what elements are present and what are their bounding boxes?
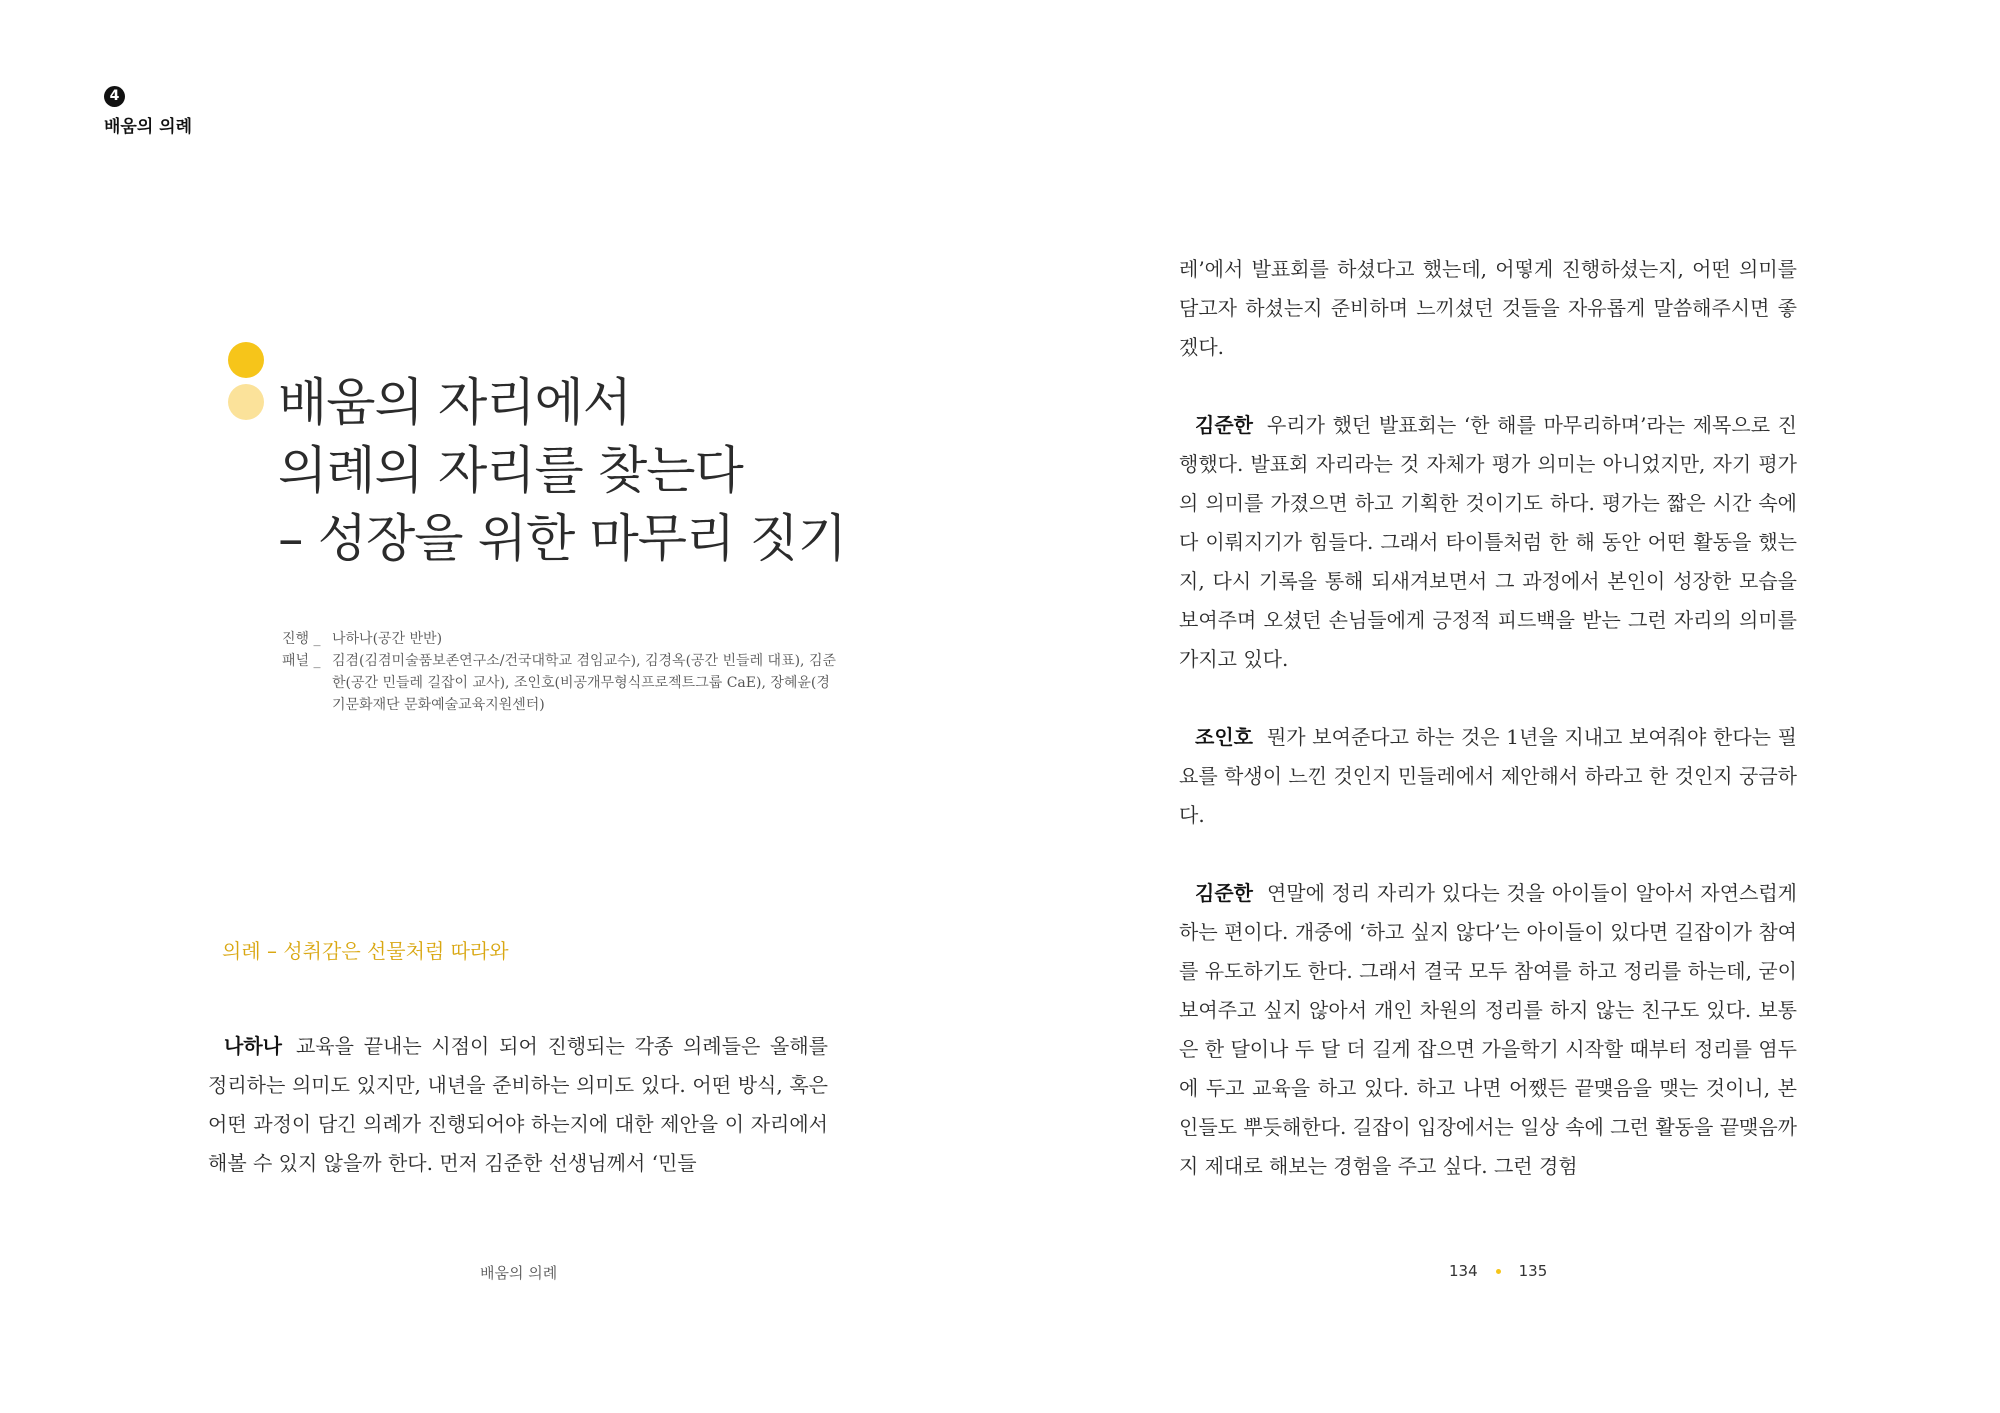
- body-paragraph: [1179, 874, 1797, 1186]
- host-name: 나하나(공간 반반): [332, 631, 443, 647]
- chapter-number-badge: 4: [104, 86, 125, 107]
- speaker-name: 김준한: [1195, 881, 1253, 905]
- running-chapter-title: 배움의 의례: [104, 117, 193, 137]
- panel-names: 김겸(김겸미술품보존연구소/건국대학교 겸임교수), 김경옥(공간 빈들레 대표), 김준한(공간 민들레 길잡이 교사), 조인호(비공개무형식프로젝트그룹 CaE), 장혜윤(경기문화재단 문화예술교육지원센터): [332, 653, 837, 713]
- host-label: 진행 _: [282, 631, 321, 647]
- title-line-1: 배움의 자리에서: [278, 374, 632, 433]
- body-paragraph: [1179, 718, 1797, 835]
- section-heading: 의례 – 성취감은 선물처럼 따라와: [222, 939, 509, 963]
- paragraph-text: 우리가 했던 발표회는 ‘한 해를 마무리하며’라는 제목으로 진행했다. 발표회 자리라는 것 자체가 평가 의미는 아니었지만, 자기 평가의 의미를 가졌으면 하고 기획한 것이기도 하다. 평가는 짧은 시간 속에 다 이뤄지기가 힘들다. 그래서 타이틀처럼 한 해 동안 어떤 활동을 했는지, 다시 기록을 통해 되새겨보면서 그 과정에서 본인이 성장한 모습을 보여주며 오셨던 손님들에게 긍정적 피드백을 받는 그런 자리의 의미를 가지고 있다.: [1179, 413, 1797, 671]
- paragraph-text: 교육을 끝내는 시점이 되어 진행되는 각종 의례들은 올해를 정리하는 의미도 있지만, 내년을 준비하는 의미도 있다. 어떤 방식, 혹은 어떤 과정이 담긴 의례가 진행되어야 하는지에 대한 제안을 이 자리에서 해볼 수 있지 않을까 한다. 먼저 김준한 선생님께서 ‘민들: [208, 1034, 828, 1175]
- page-number-left: 134: [1449, 1262, 1478, 1280]
- speaker-name: 조인호: [1195, 725, 1253, 749]
- accent-dot-light-icon: [228, 384, 264, 420]
- accent-dot-icon: [228, 342, 264, 378]
- body-paragraph: [1179, 250, 1797, 367]
- page-numbers: [1449, 1262, 1547, 1280]
- host-credit: [282, 628, 842, 650]
- article-title: [278, 370, 846, 574]
- speaker-name: 김준한: [1195, 413, 1253, 437]
- page-separator-dot-icon: [1496, 1269, 1501, 1274]
- credits: [282, 628, 842, 716]
- panel-credit: [282, 650, 842, 716]
- body-paragraph: [208, 1027, 828, 1183]
- running-footer-title: 배움의 의례: [480, 1264, 558, 1282]
- speaker-name: 나하나: [224, 1034, 282, 1058]
- paragraph-text: 연말에 정리 자리가 있다는 것을 아이들이 알아서 자연스럽게 하는 편이다. 개중에 ‘하고 싶지 않다’는 아이들이 있다면 길잡이가 참여를 유도하기도 한다. 그래서 결국 모두 참여를 하고 정리를 하는데, 굳이 보여주고 싶지 않아서 개인 차원의 정리를 하지 않는 친구도 있다. 보통은 한 달이나 두 달 더 길게 잡으면 가을학기 시작할 때부터 정리를 염두에 두고 교육을 하고 있다. 하고 나면 어쨌든 끝맺음을 맺는 것이니, 본인들도 뿌듯해한다. 길잡이 입장에서는 일상 속에 그런 활동을 끝맺음까지 제대로 해보는 경험을 주고 싶다. 그런 경험: [1179, 881, 1797, 1178]
- title-line-2: 의례의 자리를 찾는다: [278, 442, 743, 501]
- page-number-right: 135: [1518, 1262, 1548, 1280]
- paragraph-text: 레’에서 발표회를 하셨다고 했는데, 어떻게 진행하셨는지, 어떤 의미를 담고자 하셨는지 준비하며 느끼셨던 것들을 자유롭게 말씀해주시면 좋겠다.: [1179, 257, 1797, 359]
- panel-label: 패널 _: [282, 653, 321, 669]
- paragraph-text: 뭔가 보여준다고 하는 것은 1년을 지내고 보여줘야 한다는 필요를 학생이 느낀 것인지 민들레에서 제안해서 하라고 한 것인지 궁금하다.: [1179, 725, 1797, 827]
- title-line-3: – 성장을 위한 마무리 짓기: [278, 510, 847, 569]
- body-paragraph: [1179, 406, 1797, 679]
- right-column: [1179, 230, 1797, 1225]
